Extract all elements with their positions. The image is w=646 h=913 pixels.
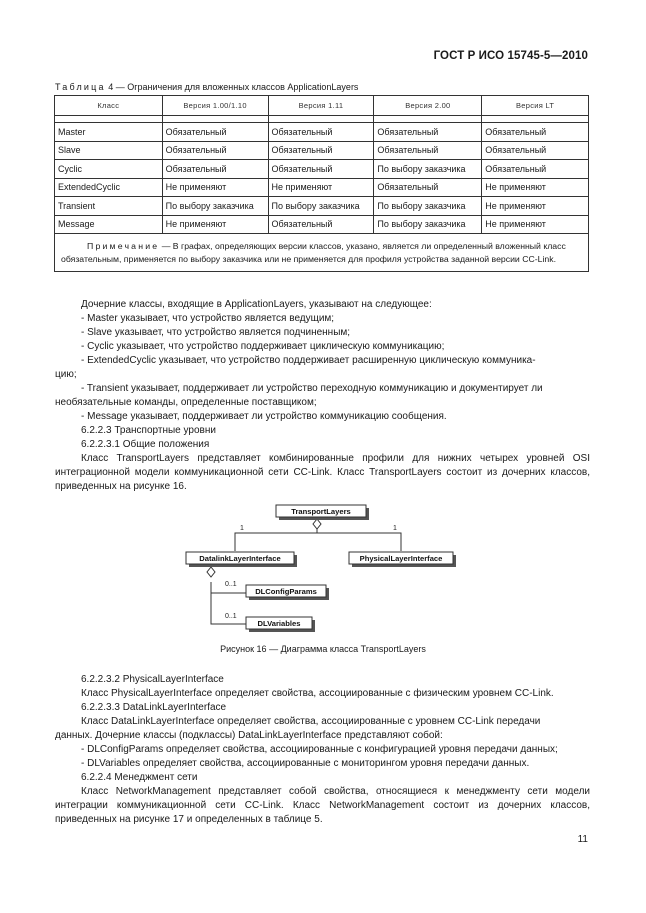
table-cell: По выбору заказчика	[374, 215, 482, 234]
table-cell: Не применяют	[482, 197, 589, 216]
section-heading: 6.2.2.4 Менеджмент сети	[81, 772, 198, 783]
page-number: 11	[577, 834, 588, 845]
table-cell: По выбору заказчика	[374, 160, 482, 179]
paragraph: - Message указывает, поддерживает ли устройство коммуникацию сообщения.	[81, 411, 447, 422]
table-caption	[55, 82, 358, 92]
paragraph: - Slave указывает, что устройство является подчиненным;	[81, 327, 351, 338]
figure-caption: Рисунок 16 — Диаграмма класса TransportLayers	[220, 644, 426, 654]
table-cell: По выбору заказчика	[374, 197, 482, 216]
table-row	[55, 160, 589, 179]
table-row	[55, 178, 589, 197]
dlvariables-label: DLVariables	[257, 619, 301, 628]
dlconfig-label: DLConfigParams	[255, 587, 317, 596]
table-cell: Cyclic	[55, 160, 163, 179]
multiplicity-label: 1	[393, 525, 397, 532]
note-text: — В графах, определяющих версии классов, указано, является ли определенный вложенный класс обязательным, применяется по выбору заказчика или не применяется для профиля устройства заданной версии CC-Link.	[61, 241, 566, 264]
paragraph: Класс TransportLayers представляет комбинированные профили для нижних четырех уровней OSI интеграционной модели коммуникационной сети CC-Link. Класс TransportLayers состоит из дочерних классов, приведенных на рисунке 16.	[55, 453, 590, 492]
table-cell: Обязательный	[268, 141, 374, 160]
table-cell: Обязательный	[162, 141, 268, 160]
paragraph: Класс DataLinkLayerInterface определяет свойства, ассоциированные с уровнем CC-Link передачи	[81, 716, 541, 727]
table-cell: Не применяют	[482, 215, 589, 234]
table-cell: Transient	[55, 197, 163, 216]
paragraph: Класс PhysicalLayerInterface определяет свойства, ассоциированные с физическим уровнем CC-Link.	[81, 688, 554, 699]
paragraph: - Cyclic указывает, что устройство поддерживает циклическую коммуникацию;	[81, 341, 445, 352]
column-header: Версия 1.00/1.10	[162, 96, 268, 116]
paragraph: - ExtendedCyclic указывает, что устройство поддерживает расширенную циклическую коммуника-	[81, 355, 536, 366]
note-word: Примечание	[87, 241, 160, 251]
table-cell: Не применяют	[268, 178, 374, 197]
aggregation-diamond-icon	[207, 567, 215, 577]
physical-layer-label: PhysicalLayerInterface	[359, 554, 443, 563]
table-cell: Обязательный	[482, 160, 589, 179]
paragraph: - Transient указывает, поддерживает ли устройство переходную коммуникацию и документирует ли	[81, 383, 543, 394]
table-cell: Не применяют	[162, 178, 268, 197]
column-header: Версия LT	[482, 96, 589, 116]
table-note-row	[55, 234, 589, 272]
table-cell: Не применяют	[162, 215, 268, 234]
paragraph: необязательные команды, определенные поставщиком;	[55, 397, 317, 408]
table-cell: Обязательный	[482, 123, 589, 142]
table-cell: Обязательный	[162, 123, 268, 142]
column-header: Версия 2.00	[374, 96, 482, 116]
paragraph: цию;	[55, 369, 77, 380]
body-text-1	[55, 298, 590, 494]
table-cell: Message	[55, 215, 163, 234]
table-caption-text: 4 — Ограничения для вложенных классов ApplicationLayers	[105, 82, 359, 92]
body-text-2	[55, 673, 590, 827]
table-cell: По выбору заказчика	[268, 197, 374, 216]
standard-header: ГОСТ Р ИСО 15745-5—2010	[433, 50, 588, 62]
paragraph: Дочерние классы, входящие в ApplicationLayers, указывают на следующее:	[81, 299, 432, 310]
table-spacer-row	[55, 116, 589, 123]
table-caption-word: Таблица	[55, 82, 106, 92]
column-header: Версия 1.11	[268, 96, 374, 116]
table-cell: Обязательный	[482, 141, 589, 160]
table-row	[55, 141, 589, 160]
paragraph: - DLVariables определяет свойства, ассоциированные с мониторингом уровня передачи данных.	[81, 758, 530, 769]
table-cell: Обязательный	[268, 160, 374, 179]
class-diagram	[180, 500, 470, 640]
table-cell: Обязательный	[374, 141, 482, 160]
column-header: Класс	[55, 96, 163, 116]
table-cell: Slave	[55, 141, 163, 160]
table-cell: Обязательный	[374, 123, 482, 142]
section-heading: 6.2.2.3.1 Общие положения	[81, 439, 210, 450]
paragraph: - Master указывает, что устройство является ведущим;	[81, 313, 335, 324]
multiplicity-label: 0..1	[225, 581, 237, 588]
multiplicity-label: 1	[240, 525, 244, 532]
multiplicity-label: 0..1	[225, 613, 237, 620]
table-row	[55, 197, 589, 216]
connector-line	[317, 533, 401, 551]
section-heading: 6.2.2.3.3 DataLinkLayerInterface	[81, 702, 227, 713]
paragraph: - DLConfigParams определяет свойства, ассоциированные с конфигурацией уровня передачи данных;	[81, 744, 558, 755]
section-heading: 6.2.2.3 Транспортные уровни	[81, 425, 216, 436]
paragraph: данных. Дочерние классы (подклассы) DataLinkLayerInterface представляют собой:	[55, 730, 443, 741]
section-heading: 6.2.2.3.2 PhysicalLayerInterface	[81, 674, 224, 685]
table-cell: Обязательный	[374, 178, 482, 197]
constraints-table	[54, 95, 589, 272]
table-cell: Обязательный	[268, 123, 374, 142]
table-row	[55, 123, 589, 142]
datalink-layer-label: DatalinkLayerInterface	[199, 554, 281, 563]
table-row	[55, 215, 589, 234]
transport-layers-label: TransportLayers	[291, 507, 351, 516]
paragraph: Класс NetworkManagement представляет собой свойства, относящиеся к менеджменту сети модели интеграции коммуникационной сети CC-Link. Класс NetworkManagement состоит из дочерних классов, приведенных на рисунке 17 и определенных в таблице 5.	[55, 786, 590, 825]
table-cell: Master	[55, 123, 163, 142]
table-cell: Обязательный	[268, 215, 374, 234]
table-note	[55, 234, 589, 272]
connector-line	[235, 528, 317, 551]
aggregation-diamond-icon	[313, 519, 321, 529]
table-cell: По выбору заказчика	[162, 197, 268, 216]
table-cell: ExtendedCyclic	[55, 178, 163, 197]
table-header-row	[55, 96, 589, 116]
table-cell: Не применяют	[482, 178, 589, 197]
table-cell: Обязательный	[162, 160, 268, 179]
